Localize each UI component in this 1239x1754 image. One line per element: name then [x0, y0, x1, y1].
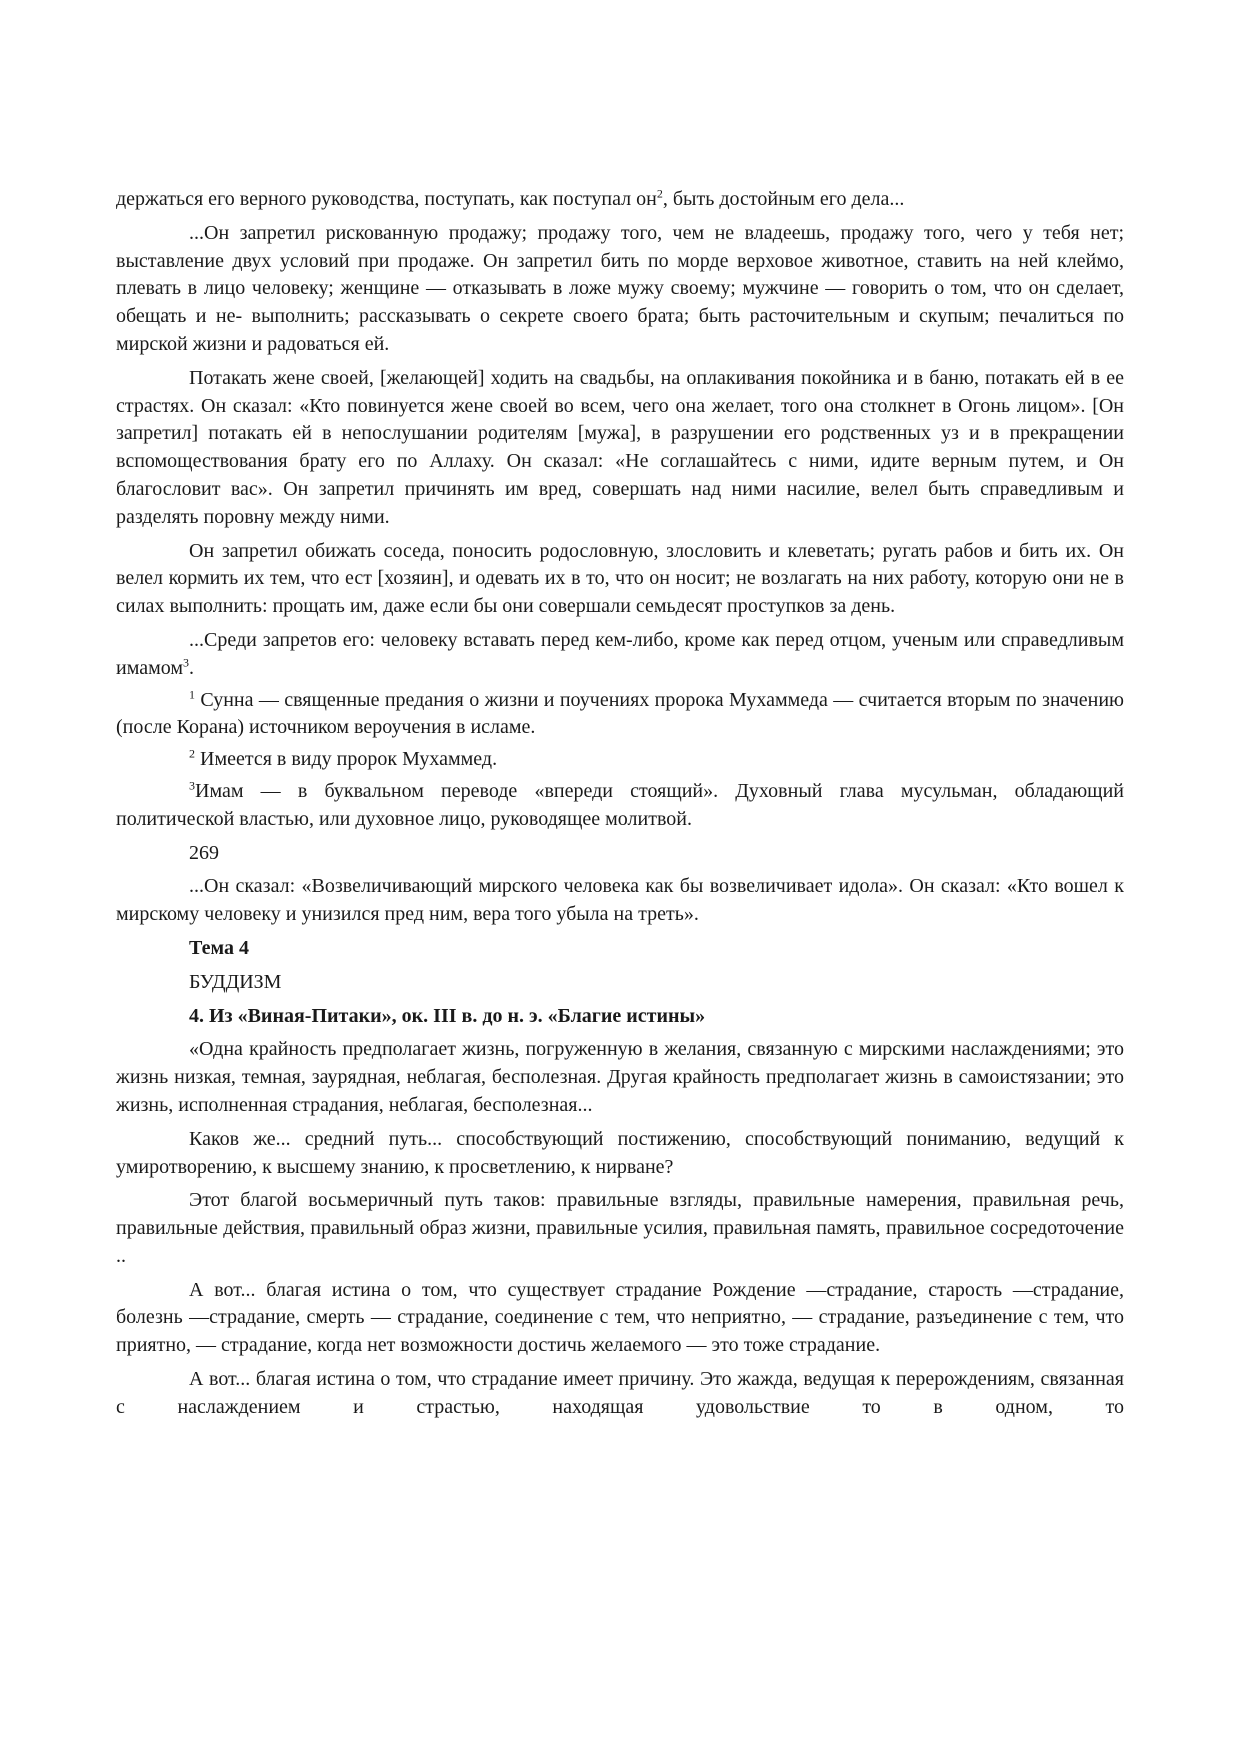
paragraph-3: Потакать жене своей, [желающей] ходить на свадьбы, на оплакивания покойника и в баню, потакать ей в ее страстях. Он сказал: «Кто повинуется жене своей во всем, чего она желает, того она столкнет в Огонь лицом». [Он запретил] потакать ей в непослушании родителям [мужа], в разрушении его родственных уз и в прекращении вспомоществования брату его по Аллаху. Он сказал: «Не соглашайтесь с ними, идите верным путем, и Он благословит вас». Он запретил причинять им вред, совершать над ними насилие, велел быть справедливым и разделять поровну между ними. — [116, 366, 1124, 528]
paragraph-10: А вот... благая истина о том, что существует страдание Рождение —страдание, старость —страдание, болезнь —страдание, смерть — страдание, соединение с тем, что неприятно, — страдание, разъединение с тем, что приятно, — страдание, когда нет возможности достичь желаемого — это тоже страдание. — [116, 1278, 1124, 1357]
paragraph-4: Он запретил обижать соседа, поносить родословную, злословить и клеветать; ругать рабов и бить их. Он велел кормить их тем, что ест [хозяин], и одевать их в то, что он носит; не возлагать на них работу, которую они не в силах выполнить: прощать им, даже если бы они совершали семьдесят проступков за день. — [116, 539, 1124, 618]
topic-label: Тема 4 — [189, 936, 249, 959]
footnote-ref-2: 2 — [656, 186, 663, 201]
document-page — [116, 186, 1124, 1422]
paragraph-1: держаться его верного руководства, поступать, как поступал $он^2$, быть достойным его дела... — [116, 186, 905, 210]
paragraph-7: «Одна крайность предполагает жизнь, погруженную в желания, связанную с мирскими наслаждениями; это жизнь низкая, темная, заурядная, неблагая, бесполезная. Другая крайность предполагает жизнь в самоистязании; это жизнь, исполненная страдания, неблагая, бесполезная... — [116, 1038, 1124, 1116]
footnote-1: $^1$ Сунна — священные предания о жизни и поучениях пророка Мухаммеда — считается вторым по значению (после Корана) источником вероучения в исламе. — [116, 686, 1124, 739]
page-number: 269 — [189, 841, 219, 864]
paragraph-6: ...Он сказал: «Возвеличивающий мирского человека как бы возвеличивает идола». Он сказал: «Кто вошел к мирскому человеку и унизился пред ним, вера того убыла на треть». — [116, 875, 1124, 926]
paragraph-8: Каков же... средний путь... способствующий постижению, способствующий пониманию, ведущий к умиротворению, к высшему знанию, к просветлению, к нирване? — [116, 1127, 1124, 1178]
footnote-ref-3: 3 — [183, 655, 190, 670]
footnote-3: $^3$Имам — в буквальном переводе «впереди стоящий». Духовный глава мусульман, обладающий политической властью, или духовное лицо, руководящее молитвой. — [116, 778, 1124, 830]
topic-name: БУДДИЗМ — [189, 970, 282, 993]
paragraph-5: ...Среди запретов его: человеку вставать перед кем-либо, кроме как перед отцом, ученым или справедливым имамом$^3$. — [116, 628, 1124, 679]
paragraph-11: А вот... благая истина о том, что страдание имеет причину. Это жажда, ведущая к перерождениям, связанная с наслаждением и страстью, находящая удовольствие то в одном, то — [116, 1368, 1124, 1418]
paragraph-2: ...Он запретил рискованную продажу; продажу того, чем не владеешь, продажу того, чего у тебя нет; выставление двух условий при продаже. Он запретил бить по морде верховое животное, ставить на ней клеймо, плевать в лицо человеку; женщине — отказывать в ложе мужу своему; мужчине — говорить о том, что он сделает, обещать и не- выполнить; рассказывать о секрете своего брата; быть расточительным и скупым; печалиться по мирской жизни и радоваться ей. — [116, 221, 1124, 355]
footnote-2: $^2$ Имеется в виду пророк Мухаммед. — [189, 746, 498, 771]
paragraph-9: Этот благой восьмеричный путь таков: правильные взгляды, правильные намерения, правильная речь, правильные действия, правильный образ жизни, правильные усилия, правильная память, правильное сосредоточение .. — [116, 1189, 1124, 1267]
section-heading: 4. Из «Виная-Питаки», ок. III в. до н. э. «Благие истины» — [189, 1004, 706, 1027]
